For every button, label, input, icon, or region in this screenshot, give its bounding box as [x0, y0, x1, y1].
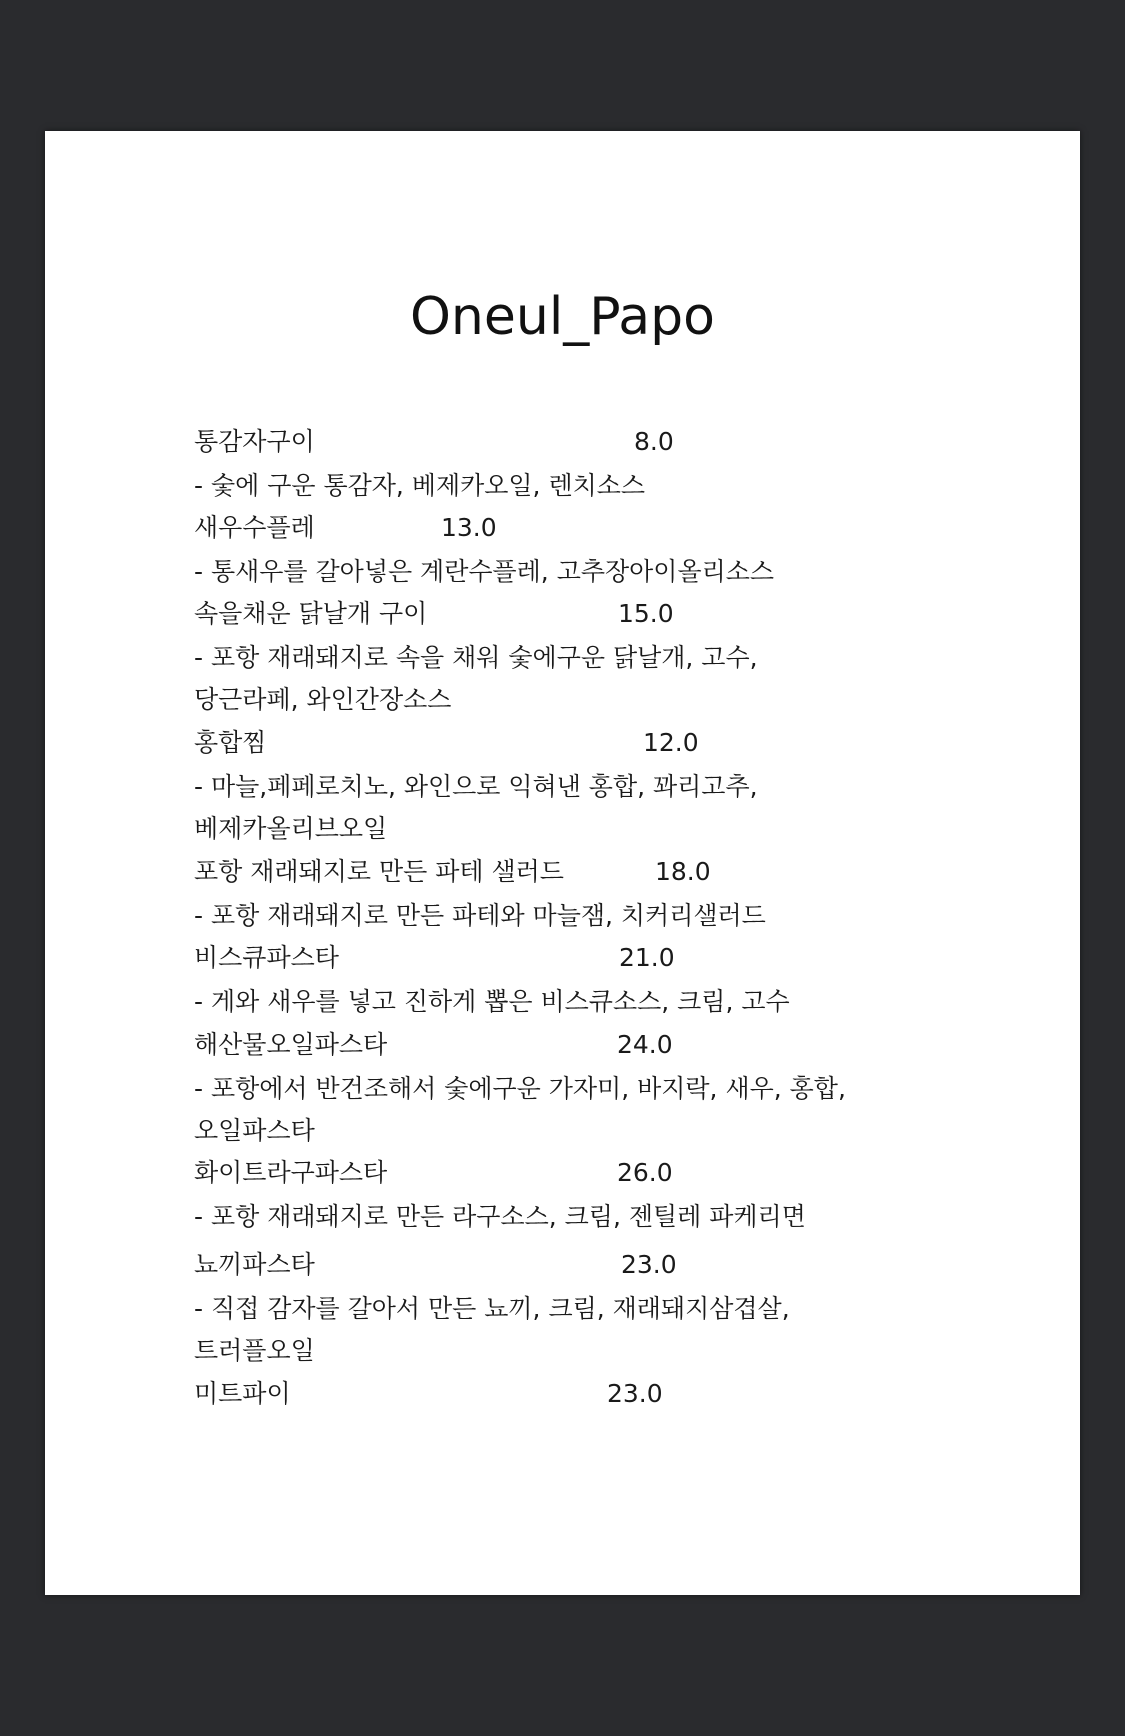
- menu-item-name: 포항 재래돼지로 만든 파테 샐러드: [194, 857, 564, 886]
- menu-item-price: 12.0: [643, 728, 699, 757]
- menu-item-desc: 오일파스타: [194, 1116, 315, 1145]
- menu-item-name: 새우수플레: [194, 513, 315, 542]
- menu-item-desc: 트러플오일: [194, 1336, 315, 1365]
- menu-title: Oneul_Papo: [410, 287, 715, 347]
- menu-item-desc: - 게와 새우를 넣고 진하게 뽑은 비스큐소스, 크림, 고수: [194, 987, 790, 1016]
- menu-item-desc: - 포항에서 반건조해서 숯에구운 가자미, 바지락, 새우, 홍합,: [194, 1074, 846, 1103]
- menu-item-price: 21.0: [619, 943, 675, 972]
- menu-item-price: 23.0: [621, 1250, 677, 1279]
- menu-item-desc: - 마늘,페페로치노, 와인으로 익혀낸 홍합, 꽈리고추,: [194, 772, 758, 801]
- menu-item-price: 23.0: [607, 1379, 663, 1408]
- menu-item-name: 홍합찜: [194, 728, 267, 757]
- menu-item-desc: - 직접 감자를 갈아서 만든 뇨끼, 크림, 재래돼지삼겹살,: [194, 1294, 790, 1323]
- menu-item-desc: 베제카올리브오일: [194, 814, 388, 843]
- menu-item-desc: - 숯에 구운 통감자, 베제카오일, 렌치소스: [194, 471, 646, 500]
- menu-item-price: 8.0: [634, 427, 674, 456]
- menu-item-desc: - 포항 재래돼지로 만든 라구소스, 크림, 젠틸레 파케리면: [194, 1202, 806, 1231]
- menu-item-price: 15.0: [618, 599, 674, 628]
- menu-item-name: 미트파이: [194, 1379, 291, 1408]
- menu-item-price: 13.0: [441, 513, 497, 542]
- menu-item-name: 비스큐파스타: [194, 943, 339, 972]
- menu-item-desc: - 포항 재래돼지로 속을 채워 숯에구운 닭날개, 고수,: [194, 643, 758, 672]
- menu-item-desc: - 통새우를 갈아넣은 계란수플레, 고추장아이올리소스: [194, 557, 775, 586]
- menu-item-price: 18.0: [655, 857, 711, 886]
- menu-item-name: 해산물오일파스타: [194, 1030, 388, 1059]
- menu-item-price: 26.0: [617, 1158, 673, 1187]
- menu-item-price: 24.0: [617, 1030, 673, 1059]
- menu-item-name: 화이트라구파스타: [194, 1158, 388, 1187]
- menu-item-name: 속을채운 닭날개 구이: [194, 599, 428, 628]
- menu-item-name: 통감자구이: [194, 427, 315, 456]
- menu-item-name: 뇨끼파스타: [194, 1250, 315, 1279]
- menu-page: [45, 131, 1080, 1595]
- menu-item-desc: 당근라페, 와인간장소스: [194, 685, 452, 714]
- menu-item-desc: - 포항 재래돼지로 만든 파테와 마늘잼, 치커리샐러드: [194, 901, 766, 930]
